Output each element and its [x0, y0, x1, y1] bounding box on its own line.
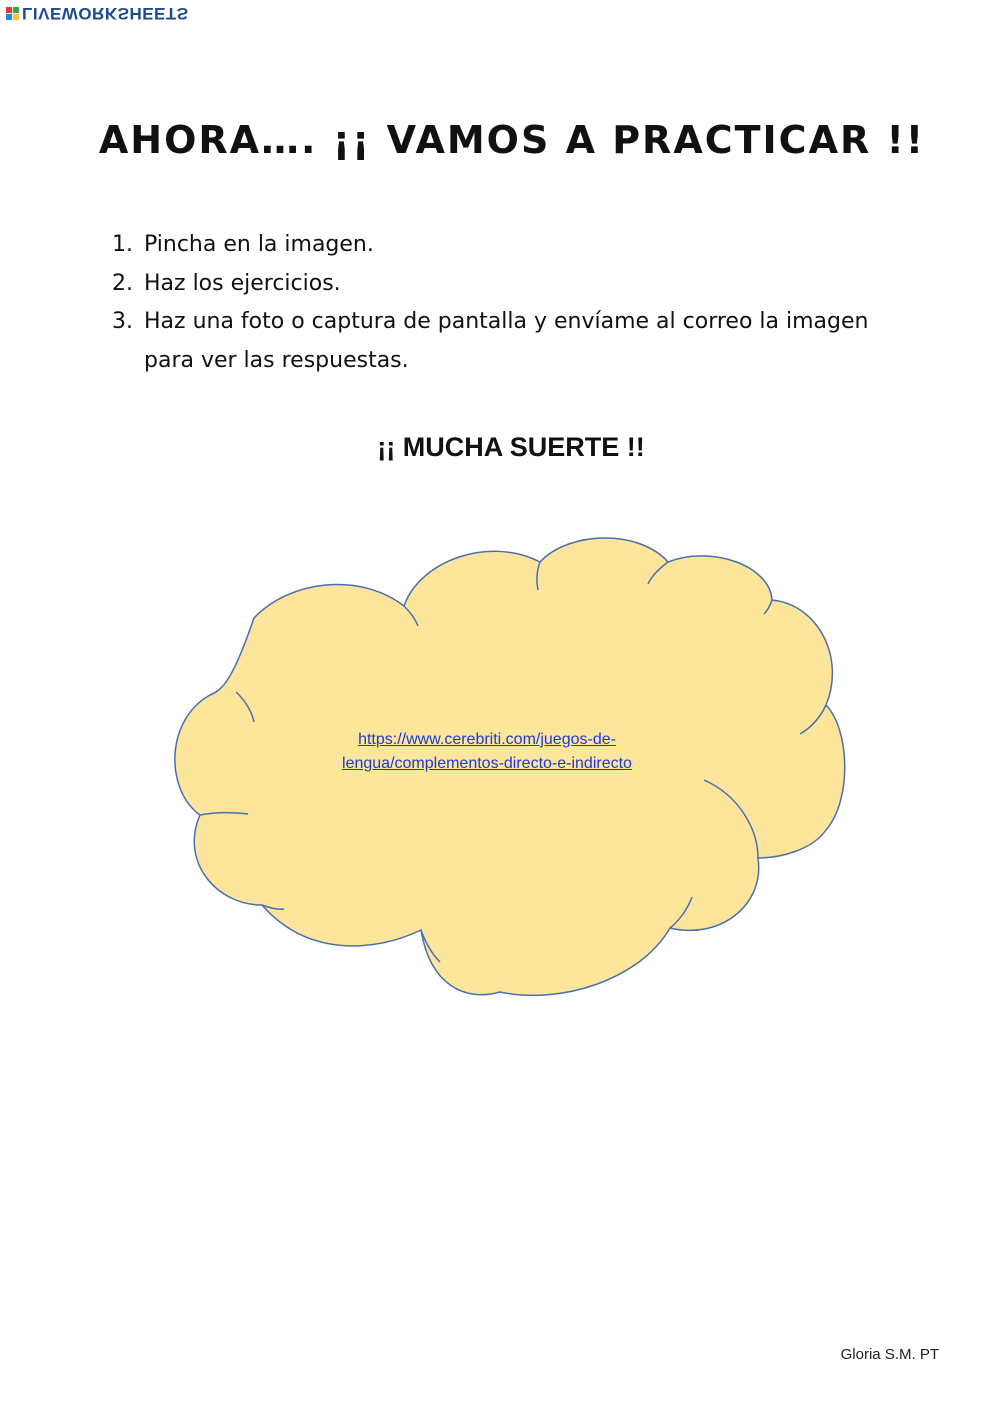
step-text: Haz una foto o captura de pantalla y envíame al correo la imagen para ver las respuestas.: [144, 309, 869, 373]
step-number: 1.: [112, 232, 133, 257]
good-luck-heading: ¡¡ MUCHA SUERTE !!: [377, 432, 645, 462]
step-number: 3.: [112, 309, 133, 334]
author-footer: Gloria S.M. PT: [840, 1346, 939, 1363]
logo-text: LIVEWORKSHEETS: [22, 3, 189, 23]
link-line[interactable]: https://www.cerebriti.com/juegos-de-: [358, 731, 616, 748]
step-number: 2.: [112, 270, 133, 296]
step-text: Pincha en la imagen.: [144, 232, 374, 257]
step-text: Haz los ejercicios.: [144, 270, 341, 296]
exercise-link[interactable]: [300, 728, 674, 776]
link-line[interactable]: lengua/complementos-directo-e-indirecto: [342, 755, 632, 772]
page-title: AHORA…. ¡¡ VAMOS A PRACTICAR !!: [98, 118, 926, 162]
